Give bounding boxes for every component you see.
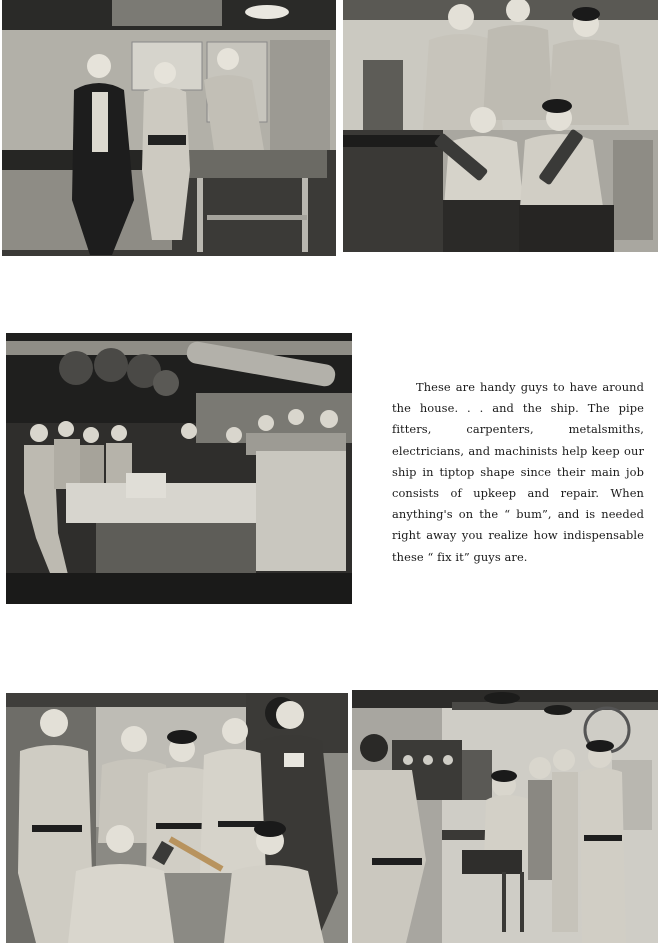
photo-bottom-right-workbench — [352, 690, 658, 943]
caption-paragraph: These are handy guys to have around the house. . . and the ship. The pipe fitters, carpenters, metalsmiths, electricians, and machinists help keep our ship in tiptop shape since their main job consists of upkeep and repair. When anything's on the “ bum”, and is needed right away you realize how indispensable these “ fix it” guys are. — [392, 380, 644, 564]
photo-top-right-pipe-fitters — [343, 0, 658, 252]
caption-text-block — [392, 377, 644, 568]
photo-top-left-workshop — [2, 0, 336, 256]
photo-middle-machine-shop — [6, 333, 352, 604]
photo-bottom-left-group — [6, 693, 348, 943]
